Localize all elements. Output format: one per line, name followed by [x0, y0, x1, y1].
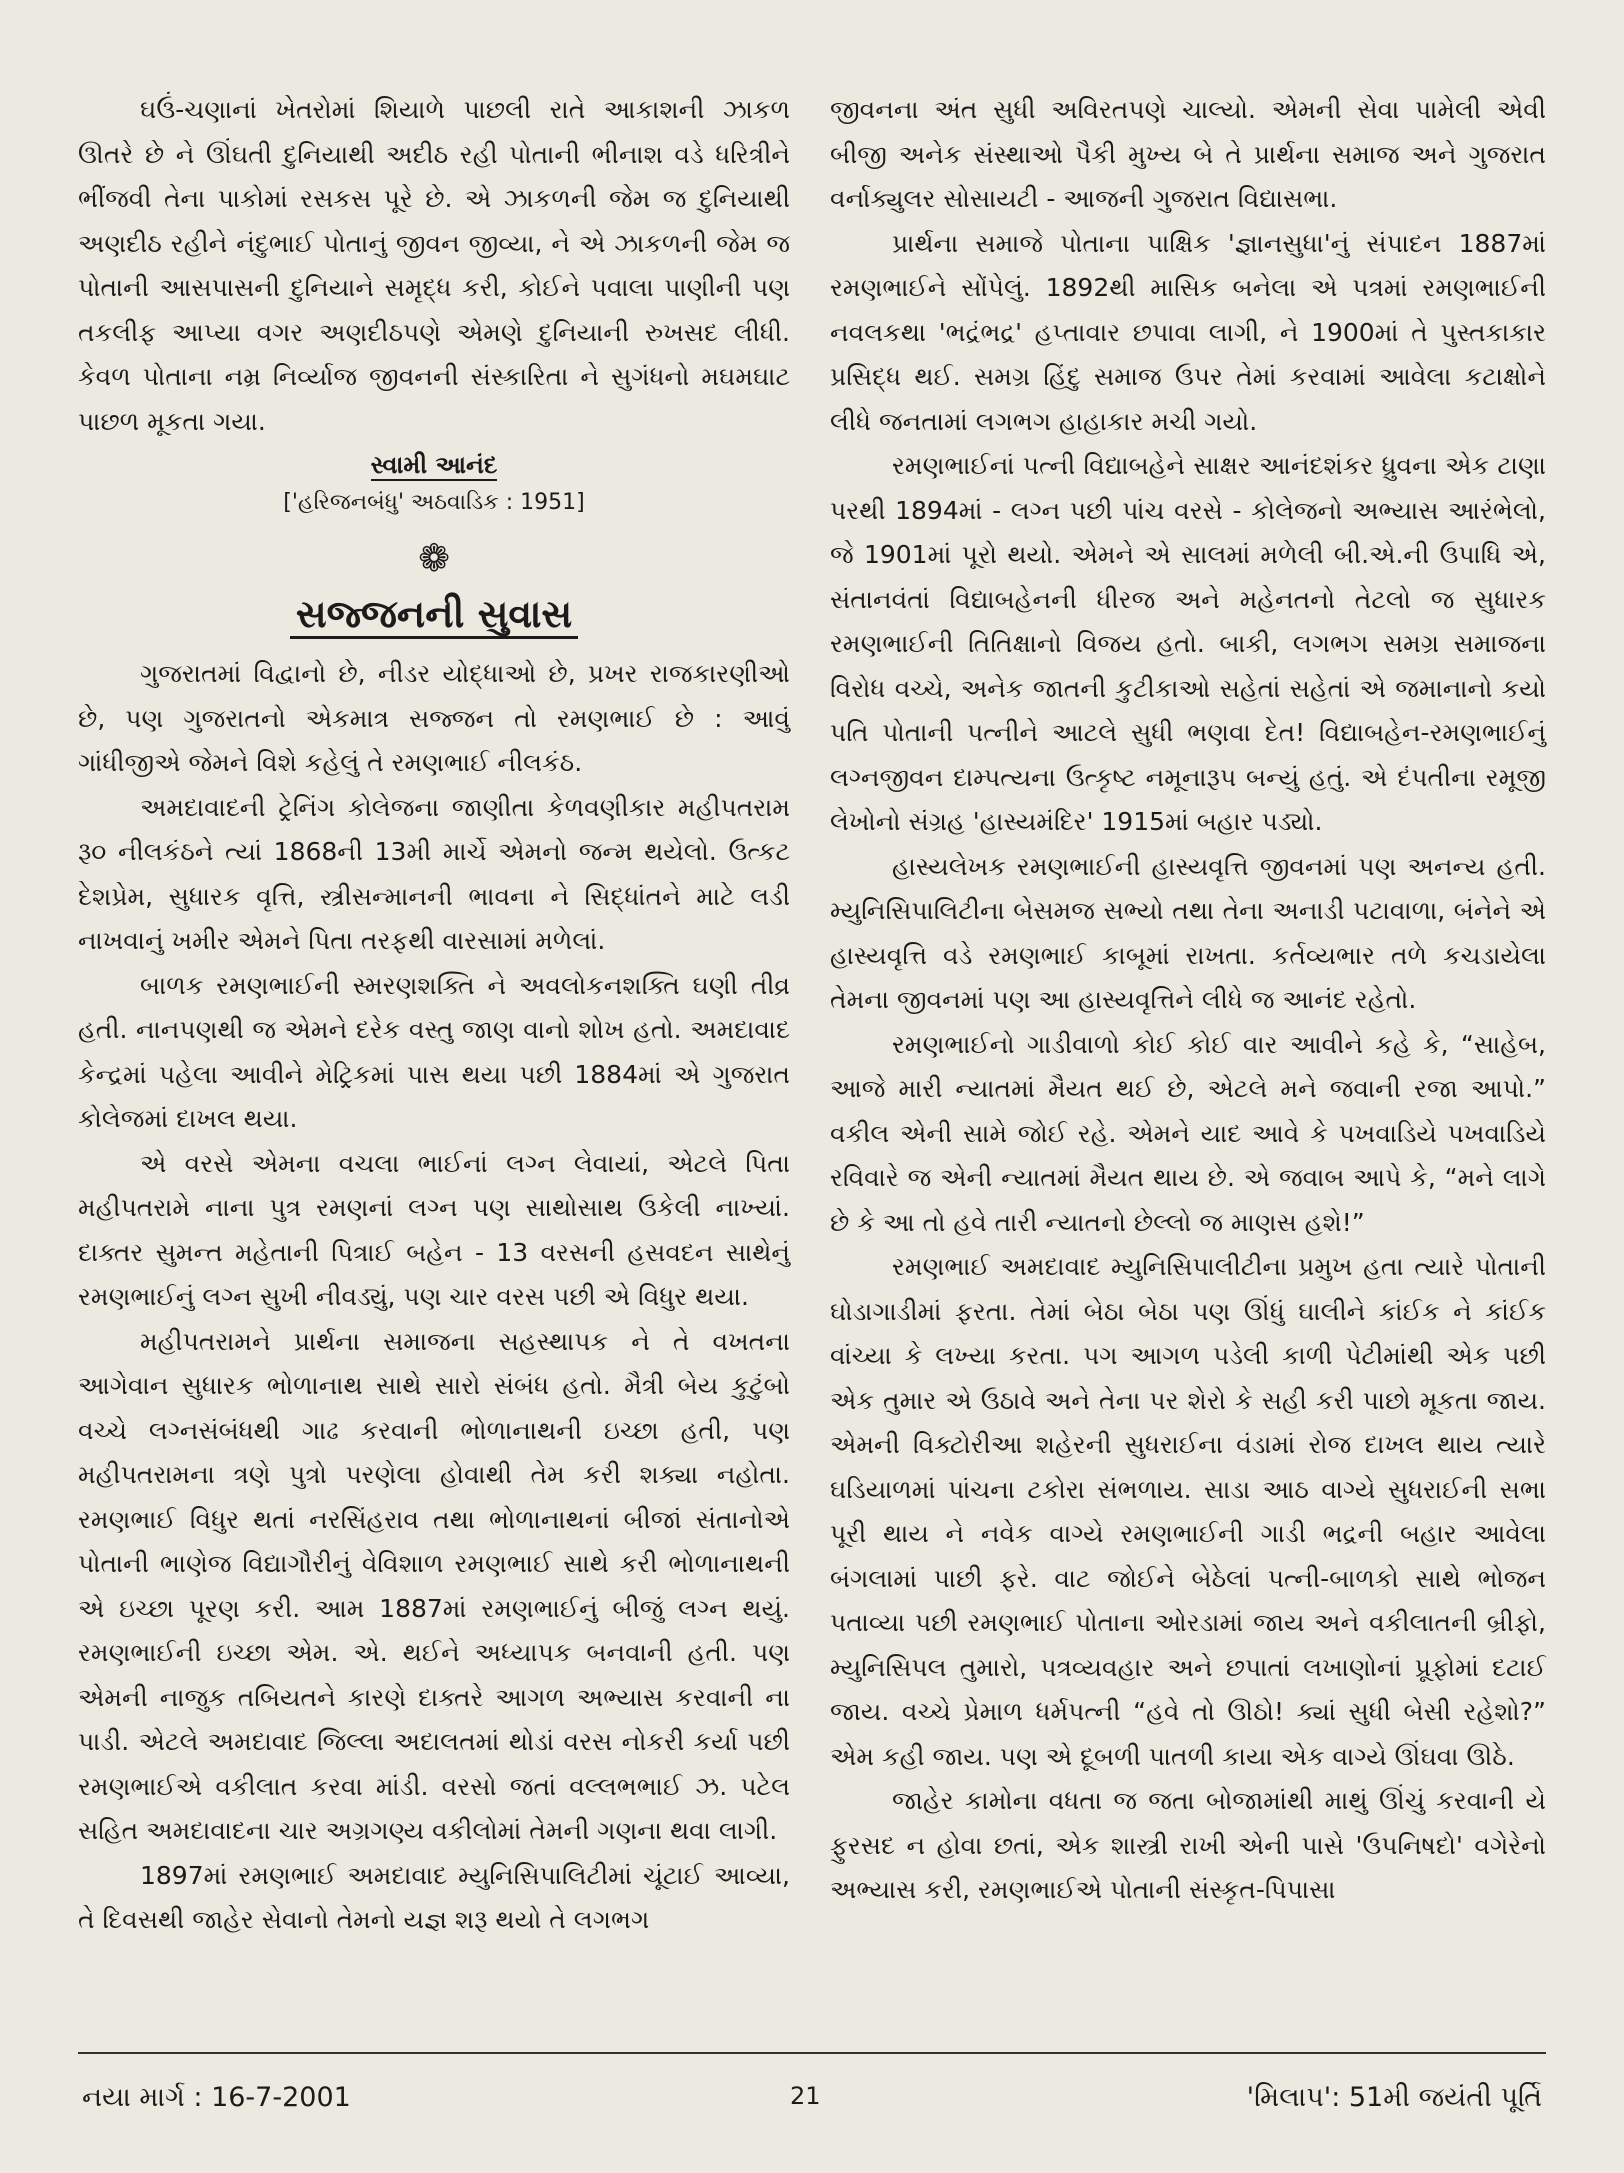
body-paragraph: મહીપતરામને પ્રાર્થના સમાજના સહસ્થાપક ને તે વખતના આગેવાન સુધારક ભોળાનાથ સાથે સારો સંબંધ હતો. મૈત્રી બેય કુટુંબો વચ્ચે લગ્નસંબંધથી ગાઢ કરવાની ભોળાનાથની ઇચ્છા હતી, પણ મહીપતરામના ત્રણે પુત્રો પરણેલા હોવાથી તેમ કરી શક્યા નહોતા. રમણભાઈ વિધુર થતાં નરસિંહરાવ તથા ભોળાનાથનાં બીજાં સંતાનોએ પોતાની ભાણેજ વિદ્યાગૌરીનું વેવિશાળ રમણભાઈ સાથે કરી ભોળાનાથની એ ઇચ્છા પૂરણ કરી. આમ 1887માં રમણભાઈનું બીજું લગ્ન થયું. રમણભાઈની ઇચ્છા એમ. એ. થઈને અધ્યાપક બનવાની હતી. પણ એમની નાજુક તબિયતને કારણે દાક્તરે આગળ અભ્યાસ કરવાની ના પાડી. એટલે અમદાવાદ જિલ્લા અદાલતમાં થોડાં વરસ નોકરી કર્યા પછી રમણભાઈએ વકીલાત કરવા માંડી. વરસો જતાં વલ્લભભાઈ ઝ. પટેલ સહિત અમદાવાદના ચાર અગ્રગણ્ય વકીલોમાં તેમની ગણના થવા લાગી. — [78, 1326, 790, 1845]
right-column — [830, 88, 1546, 1913]
author-name — [78, 446, 790, 484]
body-paragraph: અમદાવાદની ટ્રેનિંગ કોલેજના જાણીતા કેળવણીકાર મહીપતરામ રૂ૦ નીલકંઠને ત્યાં 1868ની 13મી માર્ચે એમનો જન્મ થયેલો. ઉત્કટ દેશપ્રેમ, સુધારક વૃત્તિ, સ્ત્રીસન્માનની ભાવના ને સિદ્ધાંતને માટે લડી નાખવાનું ખમીર એમને પિતા તરફથી વારસામાં મળેલાં. — [78, 792, 790, 955]
article-title — [78, 584, 790, 644]
body-paragraph: જીવનના અંત સુધી અવિરતપણે ચાલ્યો. એમની સેવા પામેલી એવી બીજી અનેક સંસ્થાઓ પૈકી મુખ્ય બે તે પ્રાર્થના સમાજ અને ગુજરાત વર્નાક્યુલર સોસાયટી - આજની ગુજરાત વિદ્યાસભા. — [830, 95, 1546, 213]
footer-divider — [78, 2052, 1546, 2054]
footer-publication-date: નયા માર્ગ : 16-7-2001 — [82, 2082, 351, 2113]
author-name-text: સ્વામી આનંદ — [370, 451, 498, 479]
body-paragraph: રમણભાઈ અમદાવાદ મ્યુનિસિપાલીટીના પ્રમુખ હતા ત્યારે પોતાની ઘોડાગાડીમાં ફરતા. તેમાં બેઠા બેઠા પણ ઊંધું ઘાલીને કાંઈક ને કાંઈક વાંચ્યા કે લખ્યા કરતા. પગ આગળ પડેલી કાળી પેટીમાંથી એક પછી એક તુમાર એ ઉઠાવે અને તેના પર શેરો કે સહી કરી પાછો મૂકતા જાય. એમની વિક્ટોરીઆ શહેરની સુધરાઈના વંડામાં રોજ દાખલ થાય ત્યારે ઘડિયાળમાં પાંચના ટકોરા સંભળાય. સાડા આઠ વાગ્યે સુધરાઈની સભા પૂરી થાય ને નવેક વાગ્યે રમણભાઈની ગાડી ભદ્રની બહાર આવેલા બંગલામાં પાછી ફરે. વાટ જોઈને બેઠેલાં પત્ની-બાળકો સાથે ભોજન પતાવ્યા પછી રમણભાઈ પોતાના ઓરડામાં જાય અને વકીલાતની બ્રીફો, મ્યુનિસિપલ તુમારો, પત્રવ્યવહાર અને છપાતાં લખાણોનાં પ્રૂફોમાં દટાઈ જાય. વચ્ચે પ્રેમાળ ધર્મપત્ની “હવે તો ઊઠો! ક્યાં સુધી બેસી રહેશો?” એમ કહી જાય. પણ એ દૂબળી પાતળી કાયા એક વાગ્યે ઊંઘવા ઊઠે. — [830, 1252, 1546, 1771]
flower-ornament-icon: ❁ — [418, 536, 450, 580]
body-paragraph: એ વરસે એમના વચલા ભાઈનાં લગ્ન લેવાયાં, એટલે પિતા મહીપતરામે નાના પુત્ર રમણનાં લગ્ન પણ સાથોસાથ ઉકેલી નાખ્યાં. દાક્તર સુમન્ત મહેતાની પિત્રાઈ બહેન - 13 વરસની હસવદન સાથેનું રમણભાઈનું લગ્ન સુખી નીવડ્યું, પણ ચાર વરસ પછી એ વિધુર થયા. — [78, 1148, 790, 1311]
body-paragraph: જાહેર કામોના વધતા જ જતા બોજામાંથી માથું ઊંચું કરવાની યે ફુરસદ ન હોવા છતાં, એક શાસ્ત્રી રાખી એની પાસે 'ઉપનિષદો' વગેરેનો અભ્યાસ કરી, રમણભાઈએ પોતાની સંસ્કૃત-પિપાસા — [830, 1786, 1546, 1904]
source-citation: ['હરિજનબંધુ' અઠવાડિક : 1951] — [283, 490, 585, 515]
body-paragraph: હાસ્યલેખક રમણભાઈની હાસ્યવૃત્તિ જીવનમાં પણ અનન્ય હતી. મ્યુનિસિપાલિટીના બેસમજ સભ્યો તથા તેના અનાડી પટાવાળા, બંનેને એ હાસ્યવૃત્તિ વડે રમણભાઈ કાબૂમાં રાખતા. કર્તવ્યભાર તળે કચડાયેલા તેમના જીવનમાં પણ આ હાસ્યવૃત્તિને લીધે જ આનંદ રહેતો. — [830, 851, 1546, 1014]
footer-supplement-title: 'મિલાપ': 51મી જયંતી પૂર્તિ — [1246, 2082, 1542, 2113]
intro-paragraph: ઘઉં-ચણાનાં ખેતરોમાં શિયાળે પાછલી રાતે આકાશની ઝાકળ ઊતરે છે ને ઊંઘતી દુનિયાથી અદીઠ રહી પોતાની ભીનાશ વડે ધરિત્રીને ભીંજવી તેના પાકોમાં રસકસ પૂરે છે. એ ઝાકળની જેમ જ દુનિયાથી અણદીઠ રહીને નંદુભાઈ પોતાનું જીવન જીવ્યા, ને એ ઝાકળની જેમ જ પોતાની આસપાસની દુનિયાને સમૃદ્ધ કરી, કોઈને પવાલા પાણીની પણ તકલીફ આપ્યા વગર અણદીઠપણે એમણે દુનિયાની રુખસદ લીધી. કેવળ પોતાના નમ્ર નિર્વ્યાજ જીવનની સંસ્કારિતા ને સુગંધનો મઘમઘાટ પાછળ મૂકતા ગયા. — [78, 95, 790, 436]
left-column — [78, 88, 790, 1943]
article-title-text: સજ્જનની સુવાસ — [290, 592, 578, 639]
page-number: 21 — [790, 2082, 821, 2110]
body-paragraph: ગુજરાતમાં વિદ્વાનો છે, નીડર યોદ્ધાઓ છે, પ્રખર રાજકારણીઓ છે, પણ ગુજરાતનો એકમાત્ર સજ્જન તો રમણભાઈ છે : આવું ગાંધીજીએ જેમને વિશે કહેલું તે રમણભાઈ નીલકંઠ. — [78, 659, 790, 777]
body-paragraph: પ્રાર્થના સમાજે પોતાના પાક્ષિક 'જ્ઞાનસુધા'નું સંપાદન 1887માં રમણભાઈને સોંપેલું. 1892થી માસિક બનેલા એ પત્રમાં રમણભાઈની નવલકથા 'ભદ્રંભદ્ર' હપ્તાવાર છપાવા લાગી, ને 1900માં તે પુસ્તકાકાર પ્રસિદ્ધ થઈ. સમગ્ર હિંદુ સમાજ ઉપર તેમાં કરવામાં આવેલા કટાક્ષોને લીધે જનતામાં લગભગ હાહાકાર મચી ગયો. — [830, 228, 1546, 436]
body-paragraph: બાળક રમણભાઈની સ્મરણશક્તિ ને અવલોકનશક્તિ ઘણી તીવ્ર હતી. નાનપણથી જ એમને દરેક વસ્તુ જાણ વાનો શોખ હતો. અમદાવાદ કેન્દ્રમાં પહેલા આવીને મેટ્રિકમાં પાસ થયા પછી 1884માં એ ગુજરાત કોલેજમાં દાખલ થયા. — [78, 970, 790, 1133]
body-paragraph: રમણભાઈનો ગાડીવાળો કોઈ કોઈ વાર આવીને કહે કે, “સાહેબ, આજે મારી ન્યાતમાં મૈયત થઈ છે, એટલે મને જવાની રજા આપો.” વકીલ એની સામે જોઈ રહે. એમને યાદ આવે કે પખવાડિયે પખવાડિયે રવિવારે જ એની ન્યાતમાં મૈયત થાય છે. એ જવાબ આપે કે, “મને લાગે છે કે આ તો હવે તારી ન્યાતનો છેલ્લો જ માણસ હશે!” — [830, 1029, 1546, 1237]
body-paragraph: 1897માં રમણભાઈ અમદાવાદ મ્યુનિસિપાલિટીમાં ચૂંટાઈ આવ્યા, તે દિવસથી જાહેર સેવાનો તેમનો યજ્ઞ શરૂ થયો તે લગભગ — [78, 1860, 790, 1934]
body-paragraph: રમણભાઈનાં પત્ની વિદ્યાબહેને સાક્ષર આનંદશંકર ધ્રુવના એક ટાણા પરથી 1894માં - લગ્ન પછી પાંચ વરસે - કોલેજનો અભ્યાસ આરંભેલો, જે 1901માં પૂરો થયો. એમને એ સાલમાં મળેલી બી.એ.ની ઉપાધિ એ, સંતાનવંતાં વિદ્યાબહેનની ધીરજ અને મહેનતનો તેટલો જ સુધારક રમણભાઈની તિતિક્ષાનો વિજય હતો. બાકી, લગભગ સમગ્ર સમાજના વિરોધ વચ્ચે, અનેક જાતની કુટીકાઓ સહેતાં સહેતાં એ જમાનાનો કયો પતિ પોતાની પત્નીને આટલે સુધી ભણવા દેત! વિદ્યાબહેન-રમણભાઈનું લગ્નજીવન દામ્પત્યના ઉત્કૃષ્ટ નમૂનારૂપ બન્યું હતું. એ દંપતીના રમૂજી લેખોનો સંગ્રહ 'હાસ્યમંદિર' 1915માં બહાર પડ્યો. — [830, 451, 1546, 836]
